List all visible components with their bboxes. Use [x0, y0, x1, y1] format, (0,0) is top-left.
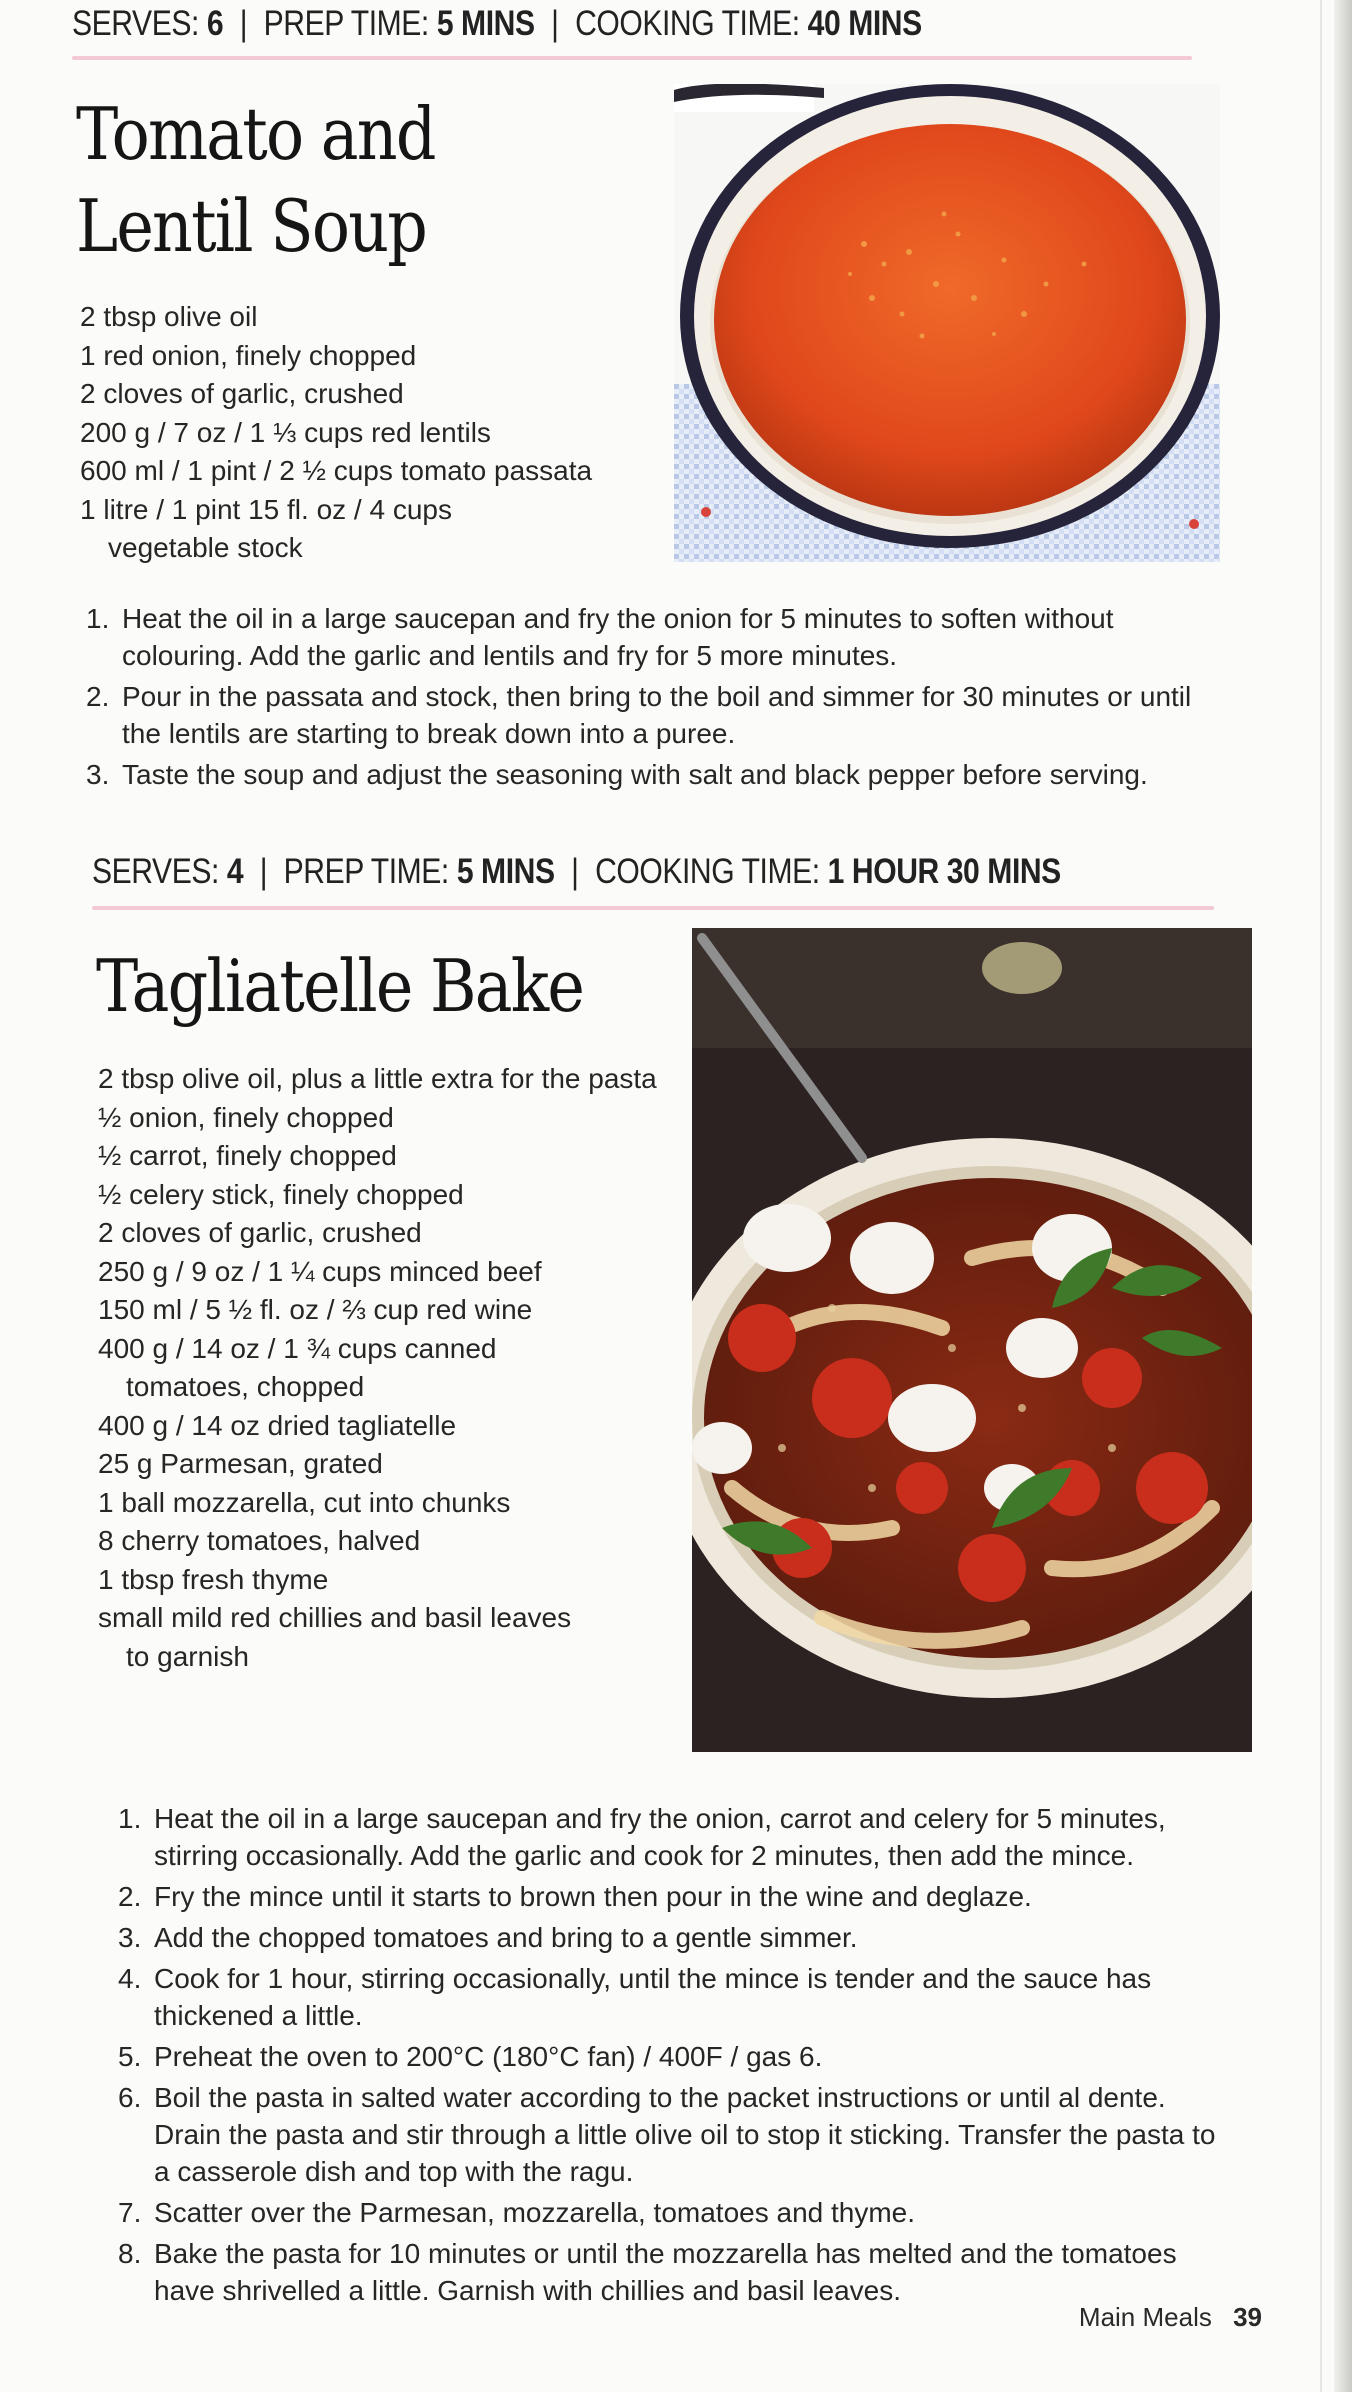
step-text: Scatter over the Parmesan, mozzarella, tomatoes and thyme.: [154, 2197, 916, 2228]
method-step: [118, 2079, 1228, 2190]
step-text: Boil the pasta in salted water according to the packet instructions or until al dente. Drain the pasta and stir through a little olive oil to stop it sticking. Transfer the pasta to a casserole dish and top with the ragu.: [154, 2082, 1216, 2187]
section-divider: [92, 906, 1214, 910]
step-text: Fry the mince until it starts to brown then pour in the wine and deglaze.: [154, 1881, 1032, 1912]
ingredient-item: to garnish: [126, 1640, 249, 1672]
method-step: [118, 1960, 1228, 2034]
ingredient-item: 2 cloves of garlic, crushed: [98, 1217, 422, 1248]
ingredient-item: 150 ml / 5 ½ fl. oz / ⅔ cup red wine: [98, 1294, 533, 1325]
step-number: 2.: [86, 681, 110, 712]
method-step: [86, 678, 1206, 752]
ingredient-item: 1 ball mozzarella, cut into chunks: [98, 1486, 511, 1518]
method-list: [118, 1800, 1228, 2313]
ingredient-item: 400 g / 14 oz dried tagliatelle: [98, 1409, 457, 1441]
step-number: 7.: [118, 2197, 142, 2228]
method-step: [118, 1878, 1228, 1915]
recipe-title-line1: Tomato and: [76, 92, 435, 176]
step-text: Bake the pasta for 10 minutes or until the mozzarella has melted and the tomatoes have shrivelled a little. Garnish with chillies and basil leaves.: [154, 2238, 1177, 2306]
recipe-title-line2: Lentil Soup: [76, 184, 427, 268]
ingredient-list: [80, 298, 592, 568]
ingredient-item: ½ carrot, finely chopped: [98, 1140, 397, 1171]
step-number: 3.: [118, 1922, 142, 1953]
ingredient-item: 25 g Parmesan, grated: [98, 1448, 383, 1479]
prep-value: 5 MINS: [456, 852, 555, 891]
prep-label: PREP TIME:: [283, 852, 449, 891]
prep-label: PREP TIME:: [263, 4, 429, 43]
step-text: Taste the soup and adjust the seasoning with salt and black pepper before serving.: [122, 759, 1148, 790]
step-text: Pour in the passata and stock, then bring to the boil and simmer for 30 minutes or until the lentils are starting to break down into a puree.: [122, 681, 1192, 749]
step-text: Cook for 1 hour, stirring occasionally, until the mince is tender and the sauce has thickened a little.: [154, 1963, 1152, 2031]
method-step: [118, 1919, 1228, 1956]
method-step: [118, 1800, 1228, 1874]
method-step: [86, 756, 1206, 793]
ingredient-item: 1 red onion, finely chopped: [80, 339, 417, 371]
pasta-bake-image: [692, 928, 1252, 1752]
section-divider: [72, 56, 1192, 60]
step-number: 4.: [118, 1963, 142, 1994]
serves-label: SERVES:: [72, 4, 199, 43]
step-number: 2.: [118, 1881, 142, 1912]
cook-label: COOKING TIME:: [575, 4, 800, 43]
ingredient-item: 250 g / 9 oz / 1 ¼ cups minced beef: [98, 1255, 542, 1287]
cook-value: 40 MINS: [807, 4, 922, 43]
ingredient-item: ½ celery stick, finely chopped: [98, 1178, 464, 1210]
recipe-meta-2: SERVES: 4 | PREP TIME: 5 MINS | COOKING TIME: 1 HOUR 30 MINS: [92, 852, 1061, 891]
ingredient-item: 2 tbsp olive oil, plus a little extra for the pasta: [98, 1063, 657, 1094]
soup-photo: [674, 84, 1220, 562]
method-step: [118, 2038, 1228, 2075]
ingredient-item: 2 cloves of garlic, crushed: [80, 378, 404, 409]
section-name: Main Meals: [1078, 2302, 1212, 2332]
step-number: 8.: [118, 2238, 142, 2269]
ingredient-item: 1 tbsp fresh thyme: [98, 1563, 329, 1595]
step-text: Preheat the oven to 200°C (180°C fan) / 400F / gas 6.: [154, 2041, 823, 2072]
serves-label: SERVES:: [92, 852, 219, 891]
recipe-title: Tagliatelle Bake: [96, 944, 584, 1028]
step-number: 6.: [118, 2082, 142, 2113]
prep-value: 5 MINS: [436, 4, 535, 43]
step-text: Heat the oil in a large saucepan and fry the onion, carrot and celery for 5 minutes, stirring occasionally. Add the garlic and cook for 2 minutes, then add the mince.: [154, 1803, 1166, 1871]
ingredient-item: 1 litre / 1 pint 15 fl. oz / 4 cups: [80, 493, 452, 525]
method-list: [86, 600, 1206, 797]
ingredient-item: tomatoes, chopped: [126, 1371, 365, 1402]
cook-label: COOKING TIME:: [595, 852, 820, 891]
page-edge: [1334, 0, 1352, 2392]
step-number: 5.: [118, 2041, 142, 2072]
ingredient-item: 600 ml / 1 pint / 2 ½ cups tomato passata: [80, 455, 593, 486]
page-footer: [1079, 2302, 1262, 2333]
page-gutter: [1320, 0, 1322, 2392]
step-number: 1.: [86, 603, 110, 634]
serves-value: 4: [226, 852, 244, 891]
recipe-title: [76, 88, 435, 272]
step-number: 3.: [86, 759, 110, 790]
soup-bowl-image: [674, 84, 1220, 562]
ingredient-item: 200 g / 7 oz / 1 ⅓ cups red lentils: [80, 416, 491, 448]
step-text: Heat the oil in a large saucepan and fry the onion for 5 minutes to soften without colouring. Add the garlic and lentils and fry for 5 more minutes.: [122, 603, 1114, 671]
serves-value: 6: [206, 4, 224, 43]
step-text: Add the chopped tomatoes and bring to a gentle simmer.: [154, 1922, 858, 1953]
ingredient-list: [98, 1060, 657, 1676]
ingredient-item: vegetable stock: [108, 532, 303, 563]
recipe-meta-1: SERVES: 6 | PREP TIME: 5 MINS | COOKING TIME: 40 MINS: [72, 4, 922, 43]
step-number: 1.: [118, 1803, 142, 1834]
pasta-photo: [692, 928, 1252, 1752]
ingredient-item: 2 tbsp olive oil: [80, 301, 258, 332]
ingredient-item: 8 cherry tomatoes, halved: [98, 1525, 421, 1556]
ingredient-item: ½ onion, finely chopped: [98, 1101, 394, 1133]
method-step: [86, 600, 1206, 674]
ingredient-item: small mild red chillies and basil leaves: [98, 1602, 572, 1633]
ingredient-item: 400 g / 14 oz / 1 ¾ cups canned: [98, 1332, 497, 1364]
page-number: 39: [1233, 2302, 1262, 2332]
method-step: [118, 2235, 1228, 2309]
method-step: [118, 2194, 1228, 2231]
cook-value: 1 HOUR 30 MINS: [827, 852, 1061, 891]
